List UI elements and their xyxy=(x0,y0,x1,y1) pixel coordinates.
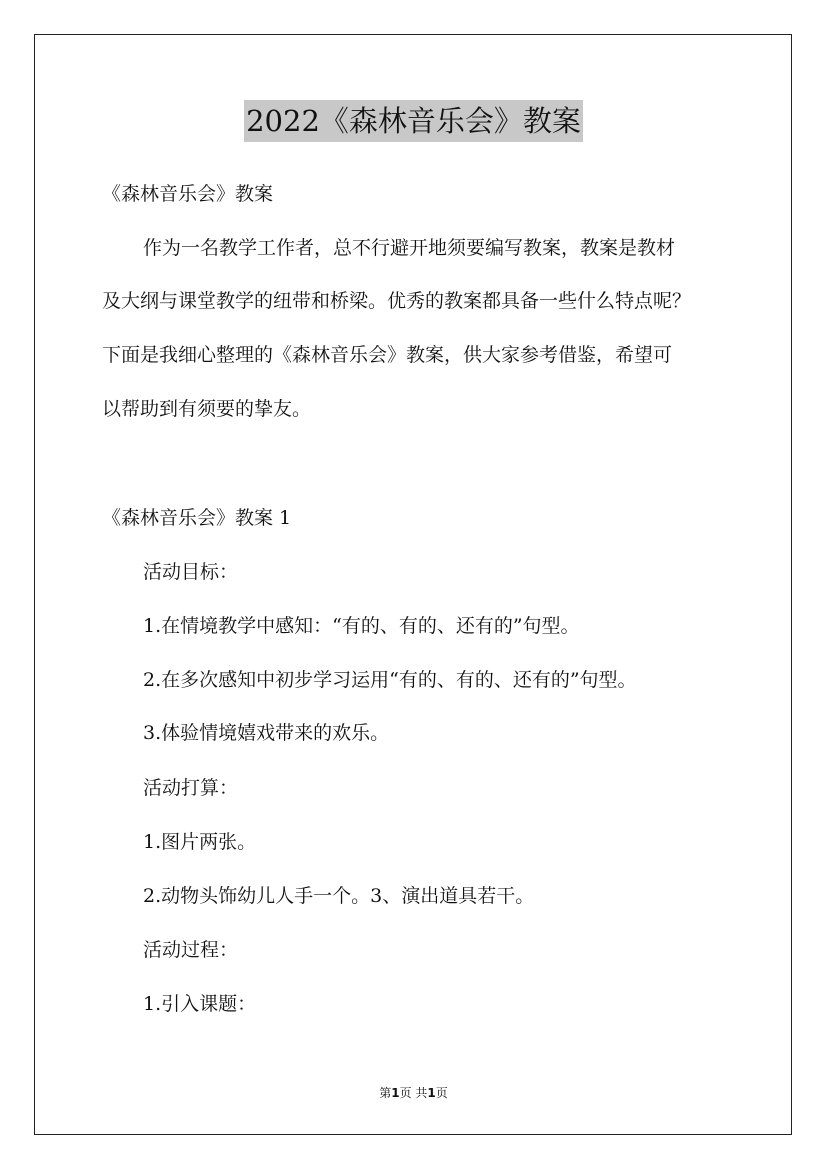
page-footer xyxy=(0,1084,827,1101)
footer-page-suffix: 页 xyxy=(435,1086,448,1100)
intro-line-4: 以帮助到有须要的挚友。 xyxy=(102,398,312,420)
activity-process-label: 活动过程： xyxy=(143,939,239,961)
goal-item-1: 1.在情境教学中感知：“有的、有的、还有的”句型。 xyxy=(143,615,580,637)
process-item-1: 1.引入课题： xyxy=(143,993,257,1015)
intro-heading: 《森林音乐会》教案 xyxy=(102,183,274,205)
intro-line-1: 作为一名教学工作者，总不行避开地须要编写教案，教案是教材 xyxy=(143,237,676,259)
footer-page-prefix: 第 xyxy=(379,1086,392,1100)
document-title: 2022《森林音乐会》教案 xyxy=(244,100,583,142)
goal-item-2: 2.在多次感知中初步学习运用“有的、有的、还有的”句型。 xyxy=(143,669,637,691)
prep-item-2: 2.动物头饰幼儿人手一个。3、演出道具若干。 xyxy=(143,885,535,907)
goal-item-3: 3.体验情境嬉戏带来的欢乐。 xyxy=(143,722,390,744)
footer-page-total: 1 xyxy=(427,1086,436,1100)
title-block xyxy=(0,100,827,142)
footer-page-mid: 页 共 xyxy=(399,1086,428,1100)
activity-prep-label: 活动打算： xyxy=(143,777,239,799)
intro-line-3: 下面是我细心整理的《森林音乐会》教案，供大家参考借鉴，希望可 xyxy=(102,344,673,366)
prep-item-1: 1.图片两张。 xyxy=(143,831,257,853)
section-heading: 《森林音乐会》教案 1 xyxy=(102,507,292,529)
activity-goals-label: 活动目标： xyxy=(143,561,239,583)
intro-line-2: 及大纲与课堂教学的纽带和桥梁。优秀的教案都具备一些什么特点呢？ xyxy=(102,290,692,312)
footer-page-current: 1 xyxy=(391,1086,400,1100)
